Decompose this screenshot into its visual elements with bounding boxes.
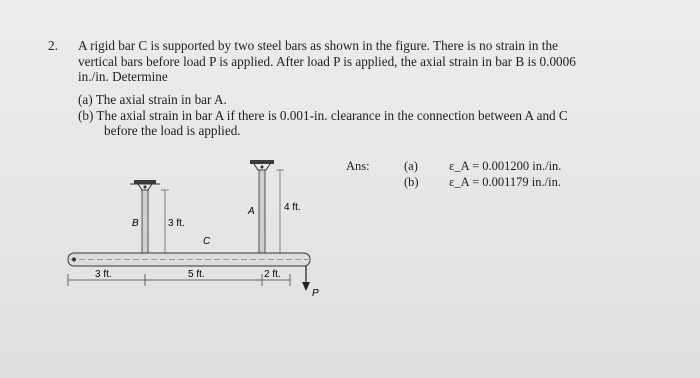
rigid-bar-C xyxy=(68,253,310,266)
dim-mid: 5 ft. xyxy=(188,269,205,280)
answer-a-value: ε_A = 0.001200 in./in. xyxy=(449,159,562,173)
dim-bar-A: 4 ft. xyxy=(284,202,301,213)
problem-parts xyxy=(78,92,638,139)
statement-line-1: A rigid bar C is supported by two steel bars as shown in the figure. There is no strain in the xyxy=(78,38,558,53)
answer-label: Ans: xyxy=(346,159,370,173)
answer-a xyxy=(404,158,561,174)
part-b-line-1: (b) The axial strain in bar A if there is 0.001-in. clearance in the connection between A and C xyxy=(78,107,568,123)
label-C: C xyxy=(203,236,211,247)
dim-left: 3 ft. xyxy=(95,269,112,280)
rigid-bar-figure xyxy=(60,160,350,300)
answer-b-tag: (b) xyxy=(404,175,419,189)
support-A xyxy=(250,160,284,256)
answer-a-tag: (a) xyxy=(404,159,418,173)
answer-b-value: ε_A = 0.001179 in./in. xyxy=(449,175,561,189)
label-P: P xyxy=(312,288,319,299)
part-b-line-2: before the load is applied. xyxy=(104,123,241,138)
label-A: A xyxy=(248,206,255,217)
problem-number: 2. xyxy=(48,38,58,53)
statement-line-3: in./in. Determine xyxy=(78,69,168,84)
part-a: (a) The axial strain in bar A. xyxy=(78,92,227,107)
dim-right: 2 ft. xyxy=(264,269,281,280)
load-P-arrow xyxy=(302,266,310,291)
dim-bar-B: 3 ft. xyxy=(168,218,185,229)
answer-b xyxy=(404,174,561,190)
statement-line-2: vertical bars before load P is applied. After load P is applied, the axial strain in bar B is 0.0006 xyxy=(78,53,576,69)
label-B: B xyxy=(132,218,139,229)
